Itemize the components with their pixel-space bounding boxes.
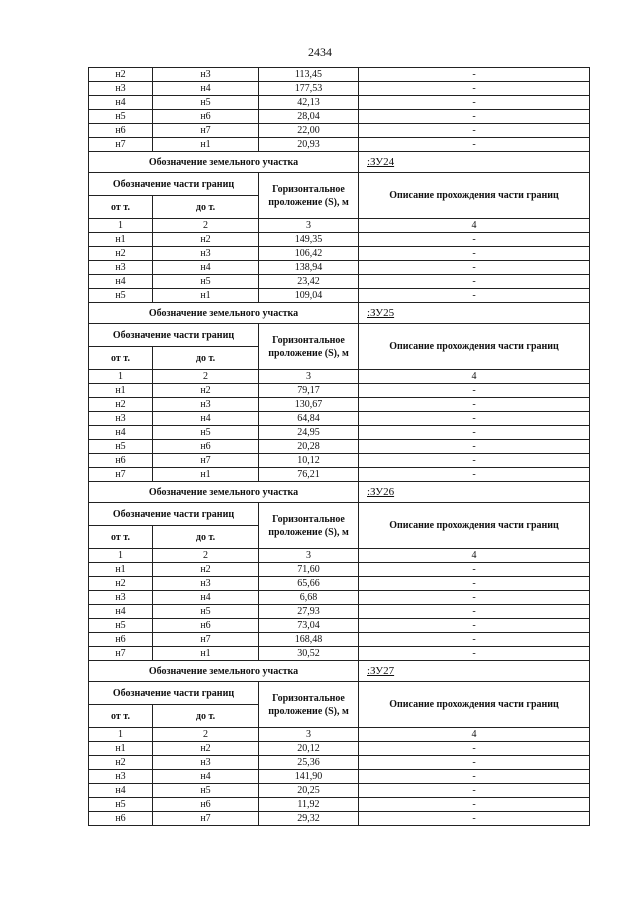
description-header: Описание прохождения части границ bbox=[359, 173, 590, 219]
description-cell: - bbox=[359, 605, 590, 619]
from-point-cell: н3 bbox=[89, 591, 153, 605]
part-label-header: Обозначение части границ bbox=[89, 173, 259, 196]
to-point-cell: н7 bbox=[153, 124, 259, 138]
from-point-cell: н6 bbox=[89, 633, 153, 647]
description-cell: - bbox=[359, 124, 590, 138]
from-header: от т. bbox=[89, 347, 153, 370]
to-point-cell: н6 bbox=[153, 440, 259, 454]
description-cell: - bbox=[359, 798, 590, 812]
description-cell: - bbox=[359, 591, 590, 605]
to-point-cell: н3 bbox=[153, 68, 259, 82]
plot-code: :ЗУ26 bbox=[359, 482, 590, 503]
description-cell: - bbox=[359, 770, 590, 784]
to-point-cell: н6 bbox=[153, 619, 259, 633]
from-point-cell: н4 bbox=[89, 96, 153, 110]
table-row bbox=[89, 633, 590, 647]
table-row bbox=[89, 261, 590, 275]
to-header: до т. bbox=[153, 705, 259, 728]
from-header: от т. bbox=[89, 526, 153, 549]
to-header: до т. bbox=[153, 526, 259, 549]
distance-cell: 141,90 bbox=[259, 770, 359, 784]
table-row bbox=[89, 798, 590, 812]
to-point-cell: н2 bbox=[153, 384, 259, 398]
plot-label: Обозначение земельного участка bbox=[89, 152, 359, 173]
table-row bbox=[89, 577, 590, 591]
table-row bbox=[89, 426, 590, 440]
to-point-cell: н3 bbox=[153, 756, 259, 770]
horizontal-distance-header: Горизонтальное проложение (S), м bbox=[259, 173, 359, 219]
from-point-cell: н3 bbox=[89, 261, 153, 275]
from-point-cell: н7 bbox=[89, 468, 153, 482]
table-row bbox=[89, 770, 590, 784]
part-label-header: Обозначение части границ bbox=[89, 324, 259, 347]
horizontal-distance-header: Горизонтальное проложение (S), м bbox=[259, 324, 359, 370]
to-point-cell: н4 bbox=[153, 261, 259, 275]
distance-cell: 138,94 bbox=[259, 261, 359, 275]
to-point-cell: н6 bbox=[153, 110, 259, 124]
description-cell: - bbox=[359, 261, 590, 275]
to-header: до т. bbox=[153, 347, 259, 370]
description-cell: - bbox=[359, 468, 590, 482]
table-row bbox=[89, 563, 590, 577]
distance-cell: 177,53 bbox=[259, 82, 359, 96]
distance-cell: 79,17 bbox=[259, 384, 359, 398]
boundary-table bbox=[88, 67, 590, 826]
from-point-cell: н5 bbox=[89, 289, 153, 303]
table-row bbox=[89, 591, 590, 605]
table-row bbox=[89, 247, 590, 261]
description-cell: - bbox=[359, 247, 590, 261]
table-row bbox=[89, 440, 590, 454]
part-label-header: Обозначение части границ bbox=[89, 682, 259, 705]
distance-cell: 73,04 bbox=[259, 619, 359, 633]
distance-cell: 76,21 bbox=[259, 468, 359, 482]
table-row bbox=[89, 289, 590, 303]
column-number: 1 bbox=[89, 219, 153, 233]
from-point-cell: н5 bbox=[89, 619, 153, 633]
description-cell: - bbox=[359, 82, 590, 96]
column-number: 2 bbox=[153, 219, 259, 233]
description-cell: - bbox=[359, 812, 590, 826]
to-point-cell: н2 bbox=[153, 742, 259, 756]
table-row bbox=[89, 124, 590, 138]
to-point-cell: н2 bbox=[153, 233, 259, 247]
from-point-cell: н4 bbox=[89, 605, 153, 619]
column-number: 4 bbox=[359, 549, 590, 563]
table-row bbox=[89, 68, 590, 82]
from-point-cell: н7 bbox=[89, 138, 153, 152]
from-point-cell: н2 bbox=[89, 68, 153, 82]
plot-title-row bbox=[89, 152, 590, 173]
description-cell: - bbox=[359, 275, 590, 289]
description-cell: - bbox=[359, 619, 590, 633]
table-row bbox=[89, 138, 590, 152]
to-point-cell: н2 bbox=[153, 563, 259, 577]
to-point-cell: н1 bbox=[153, 138, 259, 152]
distance-cell: 42,13 bbox=[259, 96, 359, 110]
to-point-cell: н5 bbox=[153, 96, 259, 110]
horizontal-distance-header: Горизонтальное проложение (S), м bbox=[259, 503, 359, 549]
from-point-cell: н2 bbox=[89, 577, 153, 591]
from-point-cell: н4 bbox=[89, 426, 153, 440]
column-number: 1 bbox=[89, 370, 153, 384]
distance-cell: 109,04 bbox=[259, 289, 359, 303]
from-point-cell: н6 bbox=[89, 812, 153, 826]
column-number-row bbox=[89, 728, 590, 742]
distance-cell: 20,12 bbox=[259, 742, 359, 756]
table-row bbox=[89, 233, 590, 247]
column-number: 3 bbox=[259, 370, 359, 384]
to-point-cell: н3 bbox=[153, 398, 259, 412]
to-point-cell: н5 bbox=[153, 275, 259, 289]
horizontal-distance-header: Горизонтальное проложение (S), м bbox=[259, 682, 359, 728]
description-cell: - bbox=[359, 440, 590, 454]
column-number-row bbox=[89, 549, 590, 563]
description-cell: - bbox=[359, 756, 590, 770]
description-cell: - bbox=[359, 647, 590, 661]
from-point-cell: н1 bbox=[89, 233, 153, 247]
from-point-cell: н4 bbox=[89, 275, 153, 289]
description-cell: - bbox=[359, 633, 590, 647]
distance-cell: 28,04 bbox=[259, 110, 359, 124]
column-number: 3 bbox=[259, 219, 359, 233]
column-number: 3 bbox=[259, 728, 359, 742]
from-point-cell: н3 bbox=[89, 412, 153, 426]
from-point-cell: н3 bbox=[89, 82, 153, 96]
distance-cell: 113,45 bbox=[259, 68, 359, 82]
table-row bbox=[89, 605, 590, 619]
table-row bbox=[89, 647, 590, 661]
from-point-cell: н2 bbox=[89, 247, 153, 261]
distance-cell: 65,66 bbox=[259, 577, 359, 591]
distance-cell: 30,52 bbox=[259, 647, 359, 661]
column-number: 2 bbox=[153, 370, 259, 384]
column-number: 4 bbox=[359, 728, 590, 742]
to-header: до т. bbox=[153, 196, 259, 219]
plot-title-row bbox=[89, 482, 590, 503]
description-cell: - bbox=[359, 138, 590, 152]
from-point-cell: н1 bbox=[89, 563, 153, 577]
description-cell: - bbox=[359, 577, 590, 591]
to-point-cell: н4 bbox=[153, 591, 259, 605]
column-number-row bbox=[89, 370, 590, 384]
from-point-cell: н6 bbox=[89, 454, 153, 468]
header-row bbox=[89, 503, 590, 526]
distance-cell: 25,36 bbox=[259, 756, 359, 770]
from-point-cell: н4 bbox=[89, 784, 153, 798]
to-point-cell: н1 bbox=[153, 647, 259, 661]
description-cell: - bbox=[359, 68, 590, 82]
description-header: Описание прохождения части границ bbox=[359, 503, 590, 549]
description-cell: - bbox=[359, 398, 590, 412]
distance-cell: 22,00 bbox=[259, 124, 359, 138]
to-point-cell: н7 bbox=[153, 633, 259, 647]
description-cell: - bbox=[359, 454, 590, 468]
column-number: 4 bbox=[359, 370, 590, 384]
distance-cell: 130,67 bbox=[259, 398, 359, 412]
from-point-cell: н5 bbox=[89, 440, 153, 454]
plot-label: Обозначение земельного участка bbox=[89, 661, 359, 682]
to-point-cell: н1 bbox=[153, 468, 259, 482]
table-row bbox=[89, 275, 590, 289]
from-point-cell: н5 bbox=[89, 110, 153, 124]
table-row bbox=[89, 384, 590, 398]
table-row bbox=[89, 619, 590, 633]
distance-cell: 64,84 bbox=[259, 412, 359, 426]
to-point-cell: н7 bbox=[153, 812, 259, 826]
table-row bbox=[89, 454, 590, 468]
description-cell: - bbox=[359, 384, 590, 398]
table-row bbox=[89, 96, 590, 110]
plot-title-row bbox=[89, 661, 590, 682]
column-number-row bbox=[89, 219, 590, 233]
column-number: 1 bbox=[89, 728, 153, 742]
distance-cell: 168,48 bbox=[259, 633, 359, 647]
table-row bbox=[89, 812, 590, 826]
description-cell: - bbox=[359, 110, 590, 124]
table-row bbox=[89, 110, 590, 124]
from-point-cell: н3 bbox=[89, 770, 153, 784]
to-point-cell: н6 bbox=[153, 798, 259, 812]
plot-label: Обозначение земельного участка bbox=[89, 303, 359, 324]
table-row bbox=[89, 468, 590, 482]
description-cell: - bbox=[359, 96, 590, 110]
description-cell: - bbox=[359, 412, 590, 426]
plot-title-row bbox=[89, 303, 590, 324]
plot-label: Обозначение земельного участка bbox=[89, 482, 359, 503]
distance-cell: 24,95 bbox=[259, 426, 359, 440]
from-point-cell: н6 bbox=[89, 124, 153, 138]
table-row bbox=[89, 398, 590, 412]
to-point-cell: н1 bbox=[153, 289, 259, 303]
to-point-cell: н4 bbox=[153, 82, 259, 96]
to-point-cell: н5 bbox=[153, 605, 259, 619]
distance-cell: 6,68 bbox=[259, 591, 359, 605]
to-point-cell: н4 bbox=[153, 412, 259, 426]
to-point-cell: н5 bbox=[153, 426, 259, 440]
from-header: от т. bbox=[89, 705, 153, 728]
page-number: 2434 bbox=[308, 45, 332, 59]
description-cell: - bbox=[359, 233, 590, 247]
table-row bbox=[89, 784, 590, 798]
to-point-cell: н3 bbox=[153, 247, 259, 261]
distance-cell: 11,92 bbox=[259, 798, 359, 812]
table-row bbox=[89, 82, 590, 96]
distance-cell: 20,25 bbox=[259, 784, 359, 798]
from-header: от т. bbox=[89, 196, 153, 219]
distance-cell: 27,93 bbox=[259, 605, 359, 619]
plot-code: :ЗУ24 bbox=[359, 152, 590, 173]
from-point-cell: н1 bbox=[89, 384, 153, 398]
distance-cell: 20,93 bbox=[259, 138, 359, 152]
distance-cell: 71,60 bbox=[259, 563, 359, 577]
plot-code: :ЗУ25 bbox=[359, 303, 590, 324]
from-point-cell: н5 bbox=[89, 798, 153, 812]
description-header: Описание прохождения части границ bbox=[359, 682, 590, 728]
distance-cell: 23,42 bbox=[259, 275, 359, 289]
description-cell: - bbox=[359, 784, 590, 798]
from-point-cell: н7 bbox=[89, 647, 153, 661]
header-row bbox=[89, 324, 590, 347]
distance-cell: 20,28 bbox=[259, 440, 359, 454]
table-row bbox=[89, 412, 590, 426]
header-row bbox=[89, 682, 590, 705]
column-number: 4 bbox=[359, 219, 590, 233]
to-point-cell: н5 bbox=[153, 784, 259, 798]
from-point-cell: н2 bbox=[89, 756, 153, 770]
to-point-cell: н4 bbox=[153, 770, 259, 784]
distance-cell: 149,35 bbox=[259, 233, 359, 247]
description-header: Описание прохождения части границ bbox=[359, 324, 590, 370]
description-cell: - bbox=[359, 426, 590, 440]
description-cell: - bbox=[359, 742, 590, 756]
to-point-cell: н3 bbox=[153, 577, 259, 591]
column-number: 2 bbox=[153, 549, 259, 563]
column-number: 2 bbox=[153, 728, 259, 742]
plot-code: :ЗУ27 bbox=[359, 661, 590, 682]
part-label-header: Обозначение части границ bbox=[89, 503, 259, 526]
description-cell: - bbox=[359, 289, 590, 303]
distance-cell: 29,32 bbox=[259, 812, 359, 826]
column-number: 3 bbox=[259, 549, 359, 563]
from-point-cell: н1 bbox=[89, 742, 153, 756]
table-row bbox=[89, 742, 590, 756]
header-row bbox=[89, 173, 590, 196]
table-row bbox=[89, 756, 590, 770]
to-point-cell: н7 bbox=[153, 454, 259, 468]
description-cell: - bbox=[359, 563, 590, 577]
from-point-cell: н2 bbox=[89, 398, 153, 412]
distance-cell: 106,42 bbox=[259, 247, 359, 261]
column-number: 1 bbox=[89, 549, 153, 563]
distance-cell: 10,12 bbox=[259, 454, 359, 468]
